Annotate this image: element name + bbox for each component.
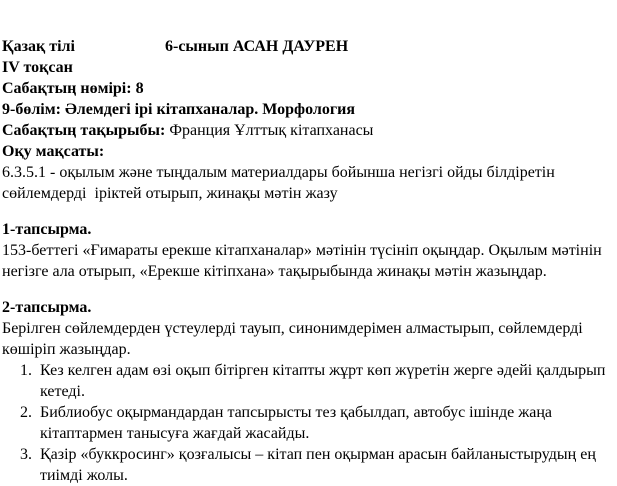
list-item xyxy=(2,402,611,444)
header-line-subject xyxy=(2,36,611,57)
list-item-line: кітаптармен танысуға жағдай жасайды. xyxy=(40,425,310,442)
task2-body-line: Берілген сөйлемдерден үстеулерді тауып, синонимдерімен алмастырып, сөйлемдерді xyxy=(2,320,583,337)
task2-numbered-list xyxy=(2,360,611,486)
list-item-number: 1. xyxy=(20,362,32,379)
lesson-number-line: Сабақтың нөмірі: 8 xyxy=(2,80,144,97)
task1-body-line: негізге ала отырып, «Ерекше кітіпхана» тақырыбында жинақы мәтін жазыңдар. xyxy=(2,263,547,280)
class-and-student-name: 6-сынып АСАН ДАУРЕН xyxy=(165,38,349,55)
task1-body-line: 153-беттегі «Ғимараты ерекше кітапханалар» мәтінін түсініп оқыңдар. Оқылым мәтінін xyxy=(2,242,602,259)
list-item xyxy=(2,444,611,486)
objective-label-line: Оқу мақсаты: xyxy=(2,143,105,160)
list-item-number: 2. xyxy=(20,404,32,421)
list-item-number: 3. xyxy=(20,446,32,463)
list-item xyxy=(2,360,611,402)
task2-title: 2-тапсырма. xyxy=(2,299,92,316)
paragraph-gap xyxy=(2,282,611,297)
objective-text-line: сөйлемдерді іріктей отырып, жинақы мәтін жазу xyxy=(2,185,338,202)
paragraph-gap xyxy=(2,204,611,219)
objective-text-line: 6.3.5.1 - оқылым және тыңдалым материалдары бойынша негізгі ойды білдіретін xyxy=(2,164,555,181)
section-line: 9-бөлім: Әлемдегі ірі кітапханалар. Морфология xyxy=(2,101,355,118)
term-line: IV тоқсан xyxy=(2,59,73,76)
list-item-line: Кез келген адам өзі оқып бітірген кітапты жұрт көп жүретін жерге әдейі қалдырып xyxy=(40,362,606,379)
topic-value: Франция Ұлттық кітапханасы xyxy=(169,122,374,139)
list-item-line: Қазір «буккросинг» қозғалысы – кітап пен оқырман арасын байланыстырудың ең xyxy=(40,446,596,463)
topic-line xyxy=(2,120,611,141)
list-item-line: тиімді жолы. xyxy=(40,467,128,484)
task2-body-line: көшіріп жазыңдар. xyxy=(2,341,131,358)
list-item-line: Библиобус оқырмандардан тапсырысты тез қабылдап, автобус ішінде жаңа xyxy=(40,404,553,421)
list-item-line: кетеді. xyxy=(40,383,85,400)
task1-title: 1-тапсырма. xyxy=(2,221,92,238)
topic-label: Сабақтың тақырыбы: xyxy=(2,122,166,139)
subject-title: Қазақ тілі xyxy=(2,38,75,55)
